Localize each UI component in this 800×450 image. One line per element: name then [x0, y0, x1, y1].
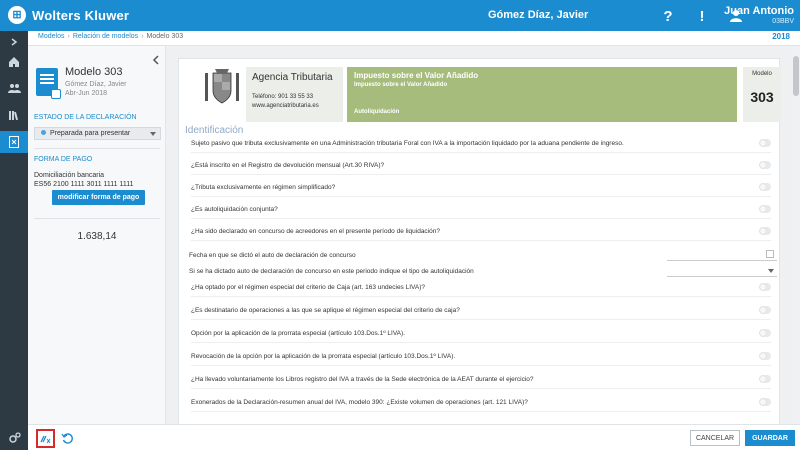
alert-icon[interactable]: !	[699, 7, 705, 25]
question-row	[191, 201, 771, 219]
home-icon[interactable]	[0, 51, 28, 73]
tax-form-icon[interactable]	[0, 131, 28, 153]
user-name: Juan Antonio	[724, 5, 794, 17]
payment-iban: ES56 2100 1111 3011 1111 1111	[34, 181, 134, 188]
section-identificacion: Identificación	[185, 125, 244, 136]
agency-web[interactable]: www.agenciatributaria.es	[252, 103, 319, 109]
question-row	[191, 325, 771, 343]
fiscal-year[interactable]: 2018	[772, 32, 790, 41]
question-row	[191, 302, 771, 320]
question-toggle[interactable]	[759, 227, 771, 235]
user-code: 03BBV	[772, 18, 794, 25]
status-label: ESTADO DE LA DECLARACIÓN	[34, 114, 137, 121]
question-row	[191, 179, 771, 197]
question-toggle[interactable]	[759, 205, 771, 213]
question-toggle[interactable]	[759, 375, 771, 383]
help-icon[interactable]: ?	[663, 7, 673, 25]
form-area	[166, 46, 792, 424]
breadcrumb-modelos[interactable]: Modelos	[38, 33, 65, 40]
question-row	[191, 371, 771, 389]
model-client-period	[65, 80, 126, 98]
question-row	[191, 348, 771, 366]
question-toggle[interactable]	[759, 183, 771, 191]
question-row	[191, 223, 771, 241]
payment-label: FORMA DE PAGO	[34, 156, 93, 163]
agency-phone: Teléfono: 901 33 55 33	[252, 94, 314, 100]
model-number-box	[743, 67, 781, 122]
question-toggle[interactable]	[759, 352, 771, 360]
scrollbar-thumb[interactable]	[793, 56, 799, 96]
result-amount: 1.638,14	[77, 231, 117, 242]
settings-icon[interactable]	[0, 426, 28, 448]
question-row	[191, 279, 771, 297]
agency-title: Agencia Tributaria	[252, 72, 333, 83]
brand[interactable]	[8, 6, 129, 24]
concurso-date-input[interactable]	[667, 249, 777, 261]
active-client-name: Gómez Díaz, Javier	[488, 9, 589, 21]
question-label: ¿Es destinatario de operaciones a las que se aplique el régimen especial del criterio de caja?	[191, 307, 460, 314]
library-icon[interactable]	[0, 104, 28, 126]
question-row	[191, 394, 771, 412]
top-bar	[0, 0, 800, 31]
expand-icon[interactable]	[0, 31, 28, 53]
model-title: Modelo 303	[65, 66, 123, 78]
date-field-row	[189, 249, 779, 263]
collapse-panel-icon[interactable]	[152, 52, 160, 68]
autoliquidacion-type-select[interactable]	[667, 265, 777, 277]
calculate-icon[interactable]	[36, 429, 55, 448]
coat-of-arms-icon	[201, 67, 243, 107]
question-label: ¿Ha sido declarado en concurso de acreedores en el presente período de liquidación?	[191, 228, 440, 235]
divider	[34, 148, 160, 149]
question-label: ¿Ha llevado voluntariamente los Libros registro del IVA a través de la Sede electrónica de la AEAT durante el ejercicio?	[191, 376, 534, 383]
model-form-card	[178, 58, 780, 424]
cancel-button[interactable]: CANCELAR	[690, 430, 740, 446]
question-toggle[interactable]	[759, 329, 771, 337]
model-summary-panel	[28, 46, 166, 424]
modify-payment-button[interactable]: modificar forma de pago	[52, 190, 145, 205]
vertical-scrollbar[interactable]	[792, 46, 800, 424]
breadcrumb-relacion-modelos[interactable]: Relación de modelos	[72, 33, 139, 40]
status-dot-icon	[41, 130, 46, 135]
footer-bar	[28, 424, 800, 450]
question-toggle[interactable]	[759, 398, 771, 406]
breadcrumb-current: Modelo 303	[146, 33, 184, 40]
breadcrumb-bar	[28, 31, 800, 46]
model-number: 303	[750, 89, 774, 105]
tax-type: Autoliquidación	[354, 109, 400, 115]
agency-info	[252, 93, 319, 111]
divider	[34, 218, 160, 219]
payment-type: Domiciliación bancaria	[34, 172, 105, 179]
question-label: Opción por la aplicación de la prorrata especial (artículo 103.Dos.1º LIVA).	[191, 330, 405, 337]
calendar-icon[interactable]	[766, 250, 774, 258]
question-label: Sujeto pasivo que tributa exclusivamente en una Administración tributaria Foral con IVA a la importación liquidado por la aduana pendiente de ingreso.	[191, 140, 624, 147]
question-label: Revocación de la opción por la aplicación de la prorrata especial (artículo 103.Dos.1º LIVA).	[191, 353, 456, 360]
chevron-down-icon	[768, 269, 774, 273]
clients-icon[interactable]	[0, 77, 28, 99]
question-toggle[interactable]	[759, 161, 771, 169]
wolters-kluwer-logo-icon: ⊞	[8, 6, 26, 24]
question-toggle[interactable]	[759, 139, 771, 147]
breadcrumb: Modelos › Relación de modelos › Modelo 303	[38, 33, 184, 40]
tax-title: Impuesto sobre el Valor Añadido	[354, 71, 479, 80]
question-toggle[interactable]	[759, 283, 771, 291]
model-document-icon	[36, 68, 58, 96]
tax-header-box	[347, 67, 737, 122]
question-label: ¿Está inscrito en el Registro de devolución mensual (Art.30 RIVA)?	[191, 162, 385, 169]
select-field-row	[189, 265, 779, 279]
model-number-label: Modelo	[752, 71, 772, 77]
save-button[interactable]: GUARDAR	[745, 430, 795, 446]
chevron-down-icon	[150, 132, 156, 136]
brand-name: Wolters Kluwer	[32, 7, 130, 23]
status-select[interactable]	[34, 127, 161, 140]
question-row	[191, 135, 771, 153]
undo-icon[interactable]	[60, 431, 74, 445]
question-label: Exonerados de la Declaración-resumen anual del IVA, modelo 390: ¿Existe volumen de operaciones (art. 121 LIVA)?	[191, 399, 528, 406]
question-label: ¿Ha optado por el régimen especial del criterio de Caja (art. 163 undecies LIVA)?	[191, 284, 426, 291]
tax-subtitle: Impuesto sobre el Valor Añadido	[354, 82, 448, 88]
model-client: Gómez Díaz, Javier	[65, 81, 127, 88]
nav-rail	[0, 31, 28, 450]
status-value: Preparada para presentar	[50, 130, 131, 137]
question-label: ¿Es autoliquidación conjunta?	[191, 206, 278, 213]
question-label: ¿Tributa exclusivamente en régimen simplificado?	[191, 184, 336, 191]
question-toggle[interactable]	[759, 306, 771, 314]
agency-box	[246, 67, 343, 122]
user-menu[interactable]	[724, 5, 794, 25]
date-field-label: Fecha en que se dictó el auto de declaración de concurso	[189, 252, 356, 259]
payment-details	[34, 171, 134, 189]
select-field-label: Si se ha dictado auto de declaración de concurso en este periodo indique el tipo de autoliquidación	[189, 268, 474, 275]
model-period: Abr-Jun 2018	[65, 90, 108, 97]
question-row	[191, 157, 771, 175]
